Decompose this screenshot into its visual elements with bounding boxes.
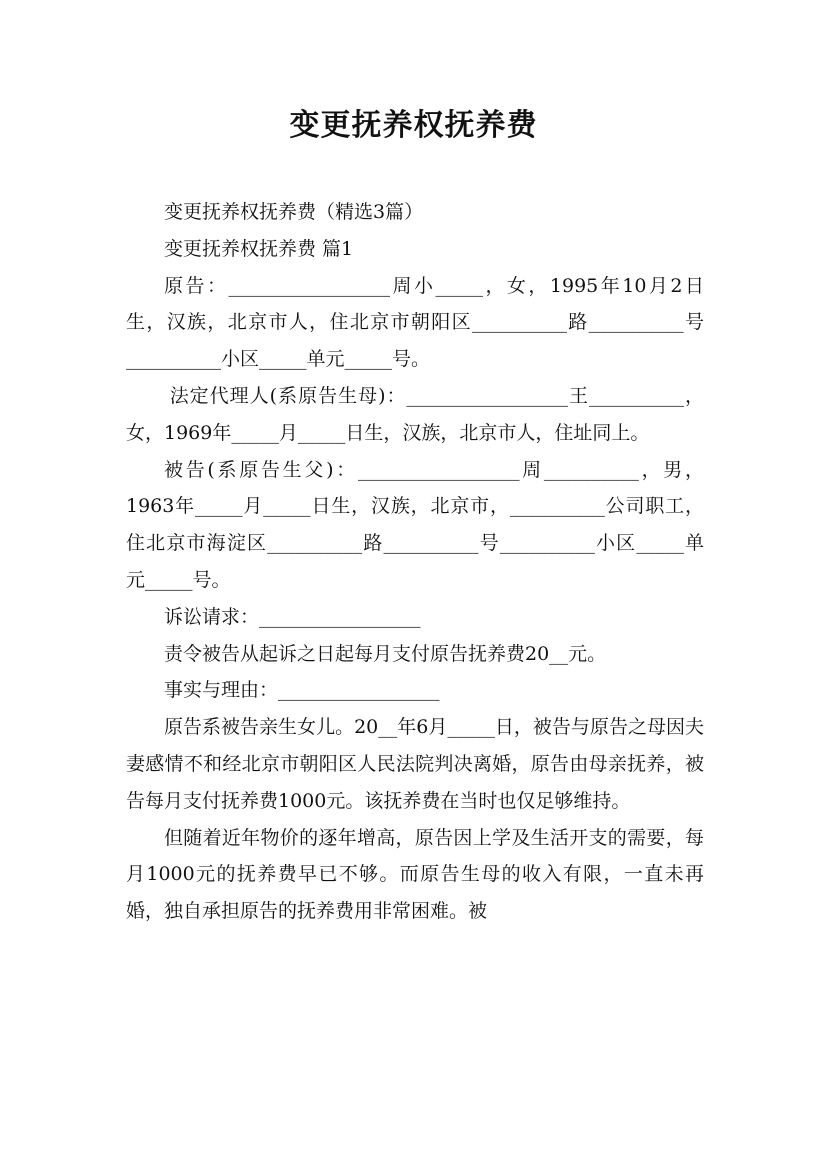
claims-paragraph: 责令被告从起诉之日起每月支付原告抚养费20__元。 (164, 642, 607, 665)
facts-paragraph: 原告系被告亲生女儿。20__年6月_____日，被告与原告之母因夫妻感情不和经北京市朝阳区人民法院判决离婚，原告由母亲抚养，被告每月支付抚养费1000元。该抚养费在当时也仅足够维持。 (126, 716, 704, 812)
section-heading: 变更抚养权抚养费 篇1 (164, 237, 354, 260)
facts-heading: 事实与理由：_________________ (164, 679, 440, 702)
defendant-paragraph: 被告(系原告生父)：_________________周__________，男，1963年_____月_____日生，汉族，北京市，__________公司职工，住北京市海淀区__________路__________号__________小区_____单元_____号。 (126, 458, 704, 591)
document-title: 变更抚养权抚养费 (289, 108, 538, 143)
legal-representative-paragraph: 法定代理人(系原告生母)：_________________王__________，女，1969年_____月_____日生，汉族，北京市人，住址同上。 (126, 384, 704, 444)
reasons-paragraph: 但随着近年物价的逐年增高，原告因上学及生活开支的需要，每月1000元的抚养费早已不够。而原告生母的收入有限，一直未再婚，独自承担原告的抚养费用非常困难。被 (126, 826, 704, 923)
claims-heading: 诉讼请求：_________________ (164, 605, 421, 628)
plaintiff-paragraph: 原告：_________________周小_____，女，1995年10月2日生，汉族，北京市人，住北京市朝阳区__________路__________号__________小区_____单元_____号。 (126, 274, 704, 371)
document-body (126, 194, 704, 930)
subtitle-paragraph: 变更抚养权抚养费（精选3篇） (164, 201, 424, 223)
